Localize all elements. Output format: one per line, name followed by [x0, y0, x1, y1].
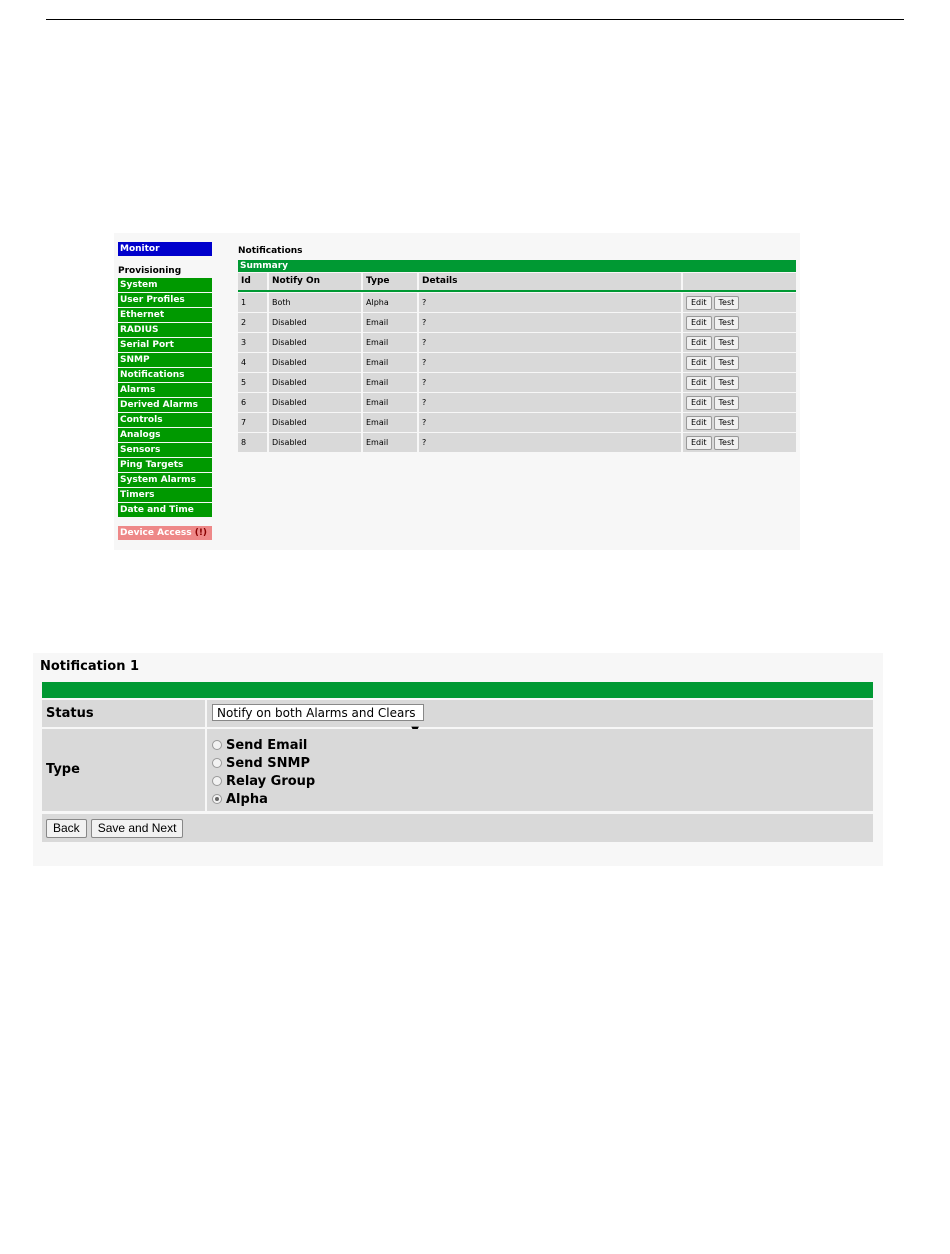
nav-item[interactable]: Sensors: [118, 443, 212, 457]
test-button[interactable]: Test: [714, 356, 740, 370]
warning-icon: (!): [194, 528, 208, 538]
table-row: [238, 373, 796, 392]
summary-header: Summary: [238, 260, 796, 272]
cell-notify-on: Disabled: [269, 413, 361, 432]
cell-notify-on: Disabled: [269, 313, 361, 332]
cell-notify-on: Disabled: [269, 333, 361, 352]
table-row: [238, 433, 796, 452]
type-option[interactable]: [212, 754, 873, 772]
type-option[interactable]: [212, 736, 873, 754]
page-rule: [46, 19, 904, 20]
edit-button[interactable]: Edit: [686, 296, 712, 310]
col-id: Id: [238, 273, 267, 290]
nav-item[interactable]: System Alarms: [118, 473, 212, 487]
cell-details: ?: [419, 413, 681, 432]
table-row: [238, 313, 796, 332]
cell-type: Email: [363, 333, 417, 352]
cell-id: 5: [238, 373, 267, 392]
status-label: Status: [42, 700, 205, 727]
cell-id: 8: [238, 433, 267, 452]
edit-button[interactable]: Edit: [686, 416, 712, 430]
table-row: [238, 293, 796, 312]
status-row: [42, 700, 873, 727]
cell-type: Email: [363, 313, 417, 332]
cell-id: 4: [238, 353, 267, 372]
device-access-label: Device Access: [120, 528, 192, 538]
edit-button[interactable]: Edit: [686, 356, 712, 370]
back-button[interactable]: Back: [46, 819, 87, 838]
type-option[interactable]: [212, 790, 873, 808]
cell-actions: [683, 373, 796, 392]
cell-notify-on: Disabled: [269, 373, 361, 392]
cell-type: Email: [363, 353, 417, 372]
cell-notify-on: Both: [269, 293, 361, 312]
cell-actions: [683, 313, 796, 332]
save-and-next-button[interactable]: Save and Next: [91, 819, 184, 838]
provisioning-label: Provisioning: [118, 266, 182, 276]
nav-item[interactable]: System: [118, 278, 212, 292]
edit-button[interactable]: Edit: [686, 376, 712, 390]
cell-actions: [683, 353, 796, 372]
radio-button[interactable]: [212, 776, 222, 786]
type-option-label: Alpha: [226, 791, 268, 807]
table-row: [238, 393, 796, 412]
cell-id: 7: [238, 413, 267, 432]
cell-details: ?: [419, 333, 681, 352]
cell-id: 3: [238, 333, 267, 352]
edit-button[interactable]: Edit: [686, 436, 712, 450]
test-button[interactable]: Test: [714, 416, 740, 430]
test-button[interactable]: Test: [714, 436, 740, 450]
notifications-table: [238, 260, 796, 452]
cell-actions: [683, 333, 796, 352]
cell-id: 6: [238, 393, 267, 412]
nav-item[interactable]: Timers: [118, 488, 212, 502]
form-buttons: [42, 814, 873, 842]
cell-type: Email: [363, 373, 417, 392]
col-details: Details: [419, 273, 681, 290]
cell-actions: [683, 433, 796, 452]
test-button[interactable]: Test: [714, 316, 740, 330]
nav-item[interactable]: Controls: [118, 413, 212, 427]
nav-item[interactable]: Ping Targets: [118, 458, 212, 472]
cell-details: ?: [419, 313, 681, 332]
nav-item[interactable]: SNMP: [118, 353, 212, 367]
status-select[interactable]: [212, 704, 424, 721]
nav-device-access[interactable]: [118, 526, 212, 540]
cell-details: ?: [419, 393, 681, 412]
type-option-label: Send SNMP: [226, 755, 310, 771]
form-header-bar: [42, 682, 873, 698]
cell-type: Email: [363, 393, 417, 412]
nav-monitor[interactable]: Monitor: [118, 242, 212, 256]
cell-id: 2: [238, 313, 267, 332]
radio-button[interactable]: [212, 794, 222, 804]
cell-details: ?: [419, 293, 681, 312]
test-button[interactable]: Test: [714, 336, 740, 350]
notification-edit-screenshot: [33, 653, 883, 866]
nav-item[interactable]: User Profiles: [118, 293, 212, 307]
type-option-label: Send Email: [226, 737, 308, 753]
radio-button[interactable]: [212, 758, 222, 768]
test-button[interactable]: Test: [714, 376, 740, 390]
radio-button[interactable]: [212, 740, 222, 750]
col-notify-on: Notify On: [269, 273, 361, 290]
nav-item[interactable]: Alarms: [118, 383, 212, 397]
cell-notify-on: Disabled: [269, 393, 361, 412]
cell-type: Email: [363, 433, 417, 452]
col-type: Type: [363, 273, 417, 290]
cell-actions: [683, 293, 796, 312]
nav-item[interactable]: Analogs: [118, 428, 212, 442]
type-row: [42, 729, 873, 811]
cell-details: ?: [419, 433, 681, 452]
cell-details: ?: [419, 373, 681, 392]
cell-type: Email: [363, 413, 417, 432]
table-header: [238, 273, 796, 292]
status-select-value: Notify on both Alarms and Clears: [217, 706, 416, 720]
edit-button[interactable]: Edit: [686, 316, 712, 330]
nav-item[interactable]: RADIUS: [118, 323, 212, 337]
page-title: Notifications: [238, 246, 303, 256]
type-option[interactable]: [212, 772, 873, 790]
nav-item[interactable]: Serial Port: [118, 338, 212, 352]
notifications-screenshot: [114, 233, 800, 550]
cell-actions: [683, 413, 796, 432]
col-actions: [683, 273, 796, 290]
nav-item[interactable]: Ethernet: [118, 308, 212, 322]
table-row: [238, 333, 796, 352]
table-row: [238, 353, 796, 372]
edit-button[interactable]: Edit: [686, 336, 712, 350]
cell-id: 1: [238, 293, 267, 312]
table-row: [238, 413, 796, 432]
nav-item[interactable]: Derived Alarms: [118, 398, 212, 412]
edit-button[interactable]: Edit: [686, 396, 712, 410]
form-title: Notification 1: [40, 659, 140, 674]
type-option-label: Relay Group: [226, 773, 316, 789]
nav-item[interactable]: Date and Time: [118, 503, 212, 517]
test-button[interactable]: Test: [714, 296, 740, 310]
test-button[interactable]: Test: [714, 396, 740, 410]
type-options: [207, 729, 873, 811]
cell-actions: [683, 393, 796, 412]
cell-type: Alpha: [363, 293, 417, 312]
nav-item[interactable]: Notifications: [118, 368, 212, 382]
cell-notify-on: Disabled: [269, 433, 361, 452]
cell-notify-on: Disabled: [269, 353, 361, 372]
cell-details: ?: [419, 353, 681, 372]
provisioning-nav: [118, 278, 212, 518]
type-label: Type: [42, 729, 205, 811]
